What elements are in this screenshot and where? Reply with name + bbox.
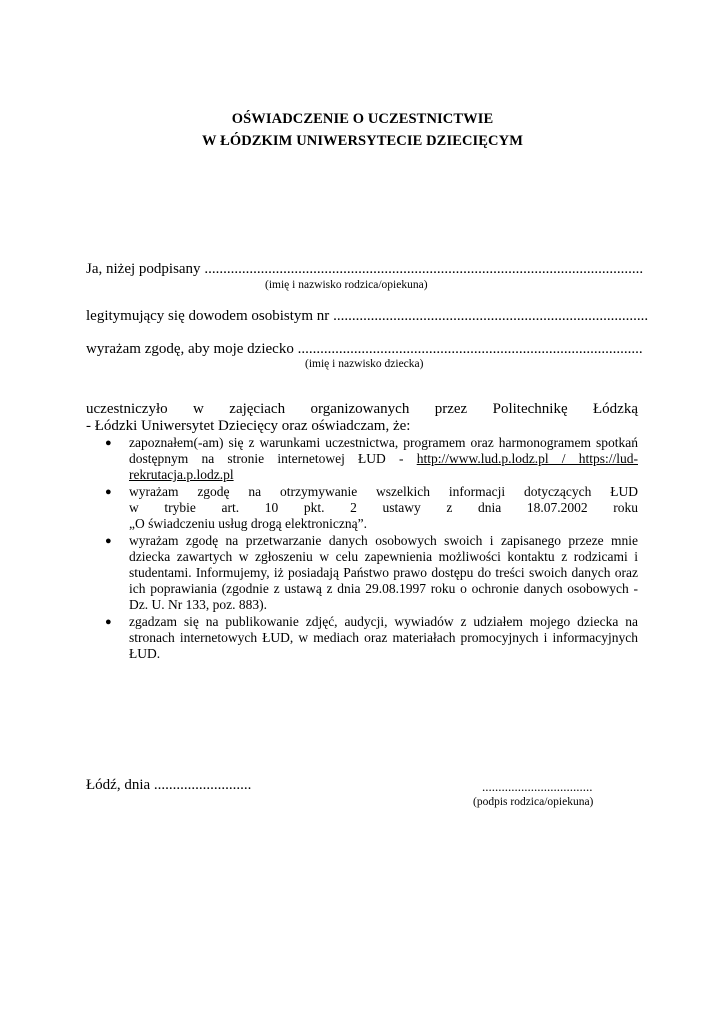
- item-text-line-2: w trybie art. 10 pkt. 2 ustawy z dnia 18.07.2002 roku: [129, 500, 638, 515]
- signer-dots[interactable]: .....................................................................................................................: [204, 261, 644, 277]
- item-text-line-3: „O świadczeniu usług drogą elektroniczną”.: [129, 516, 368, 531]
- bullet-icon: ●: [105, 535, 112, 547]
- intro-line-1: uczestniczyło w zajęciach organizowanych przez Politechnikę Łódzką: [86, 401, 638, 417]
- bullet-icon: ●: [105, 486, 112, 498]
- signature-field[interactable]: ..................................: [482, 779, 593, 794]
- signer-field[interactable]: [86, 261, 643, 278]
- child-hint: (imię i nazwisko dziecka): [305, 358, 424, 370]
- item-text-line-1: wyrażam zgodę na otrzymywanie wszelkich informacji dotyczących ŁUD: [129, 484, 638, 499]
- document-title-line-1: OŚWIADCZENIE O UCZESTNICTWIE: [231, 111, 494, 127]
- place-date-field[interactable]: Łódź, dnia ..........................: [86, 777, 252, 793]
- bullet-icon: ●: [105, 616, 112, 628]
- list-item: [86, 533, 638, 613]
- child-field[interactable]: [86, 341, 643, 358]
- list-item: [86, 435, 638, 483]
- signer-label: Ja, niżej podpisany: [86, 261, 201, 277]
- id-label: legitymujący się dowodem osobistym nr: [86, 308, 330, 324]
- consent-label: wyrażam zgodę, aby moje dziecko: [86, 341, 294, 357]
- list-item: [86, 614, 638, 662]
- list-item: [86, 484, 638, 532]
- item-text: zgadzam się na publikowanie zdjęć, audycji, wywiadów z udziałem mojego dziecka na stronach internetowych ŁUD, w mediach oraz materiałach promocyjnych i informacyjnych ŁUD.: [129, 614, 638, 661]
- document-title-line-2: W ŁÓDZKIM UNIWERSYTECIE DZIECIĘCYM: [202, 133, 523, 149]
- child-dots[interactable]: ............................................................................................: [297, 341, 643, 357]
- id-dots[interactable]: ....................................................................................: [333, 308, 649, 324]
- bullet-icon: ●: [105, 437, 112, 449]
- intro-paragraph: [86, 401, 638, 435]
- signature-hint: (podpis rodzica/opiekuna): [473, 796, 594, 808]
- lud-website-link[interactable]: http://www.lud.p.lodz.pl / https://lud-rekrutacja.p.lodz.pl: [129, 451, 638, 482]
- id-field[interactable]: [86, 308, 648, 325]
- intro-line-2: - Łódzki Uniwersytet Dziecięcy oraz oświadczam, że:: [86, 418, 411, 434]
- declaration-list: [86, 435, 638, 663]
- signer-hint: (imię i nazwisko rodzica/opiekuna): [265, 279, 428, 291]
- item-text: wyrażam zgodę na przetwarzanie danych osobowych swoich i zapisanego przeze mnie dziecka zawartych w zgłoszeniu w celu zapewnienia możliwości kontaktu z rodzicami i studentami. Informujemy, iż posiadają Państwo prawo dostępu do treści swoich danych oraz ich poprawiania (zgodnie z ustawą z dnia 29.08.1997 roku o ochronie danych osobowych - Dz. U. Nr 133, poz. 883).: [129, 533, 638, 612]
- item-text: zapoznałem(-am) się z warunkami uczestnictwa, programem oraz harmonogramem spotkań dostępnym na stronie internetowej ŁUD -: [129, 435, 638, 466]
